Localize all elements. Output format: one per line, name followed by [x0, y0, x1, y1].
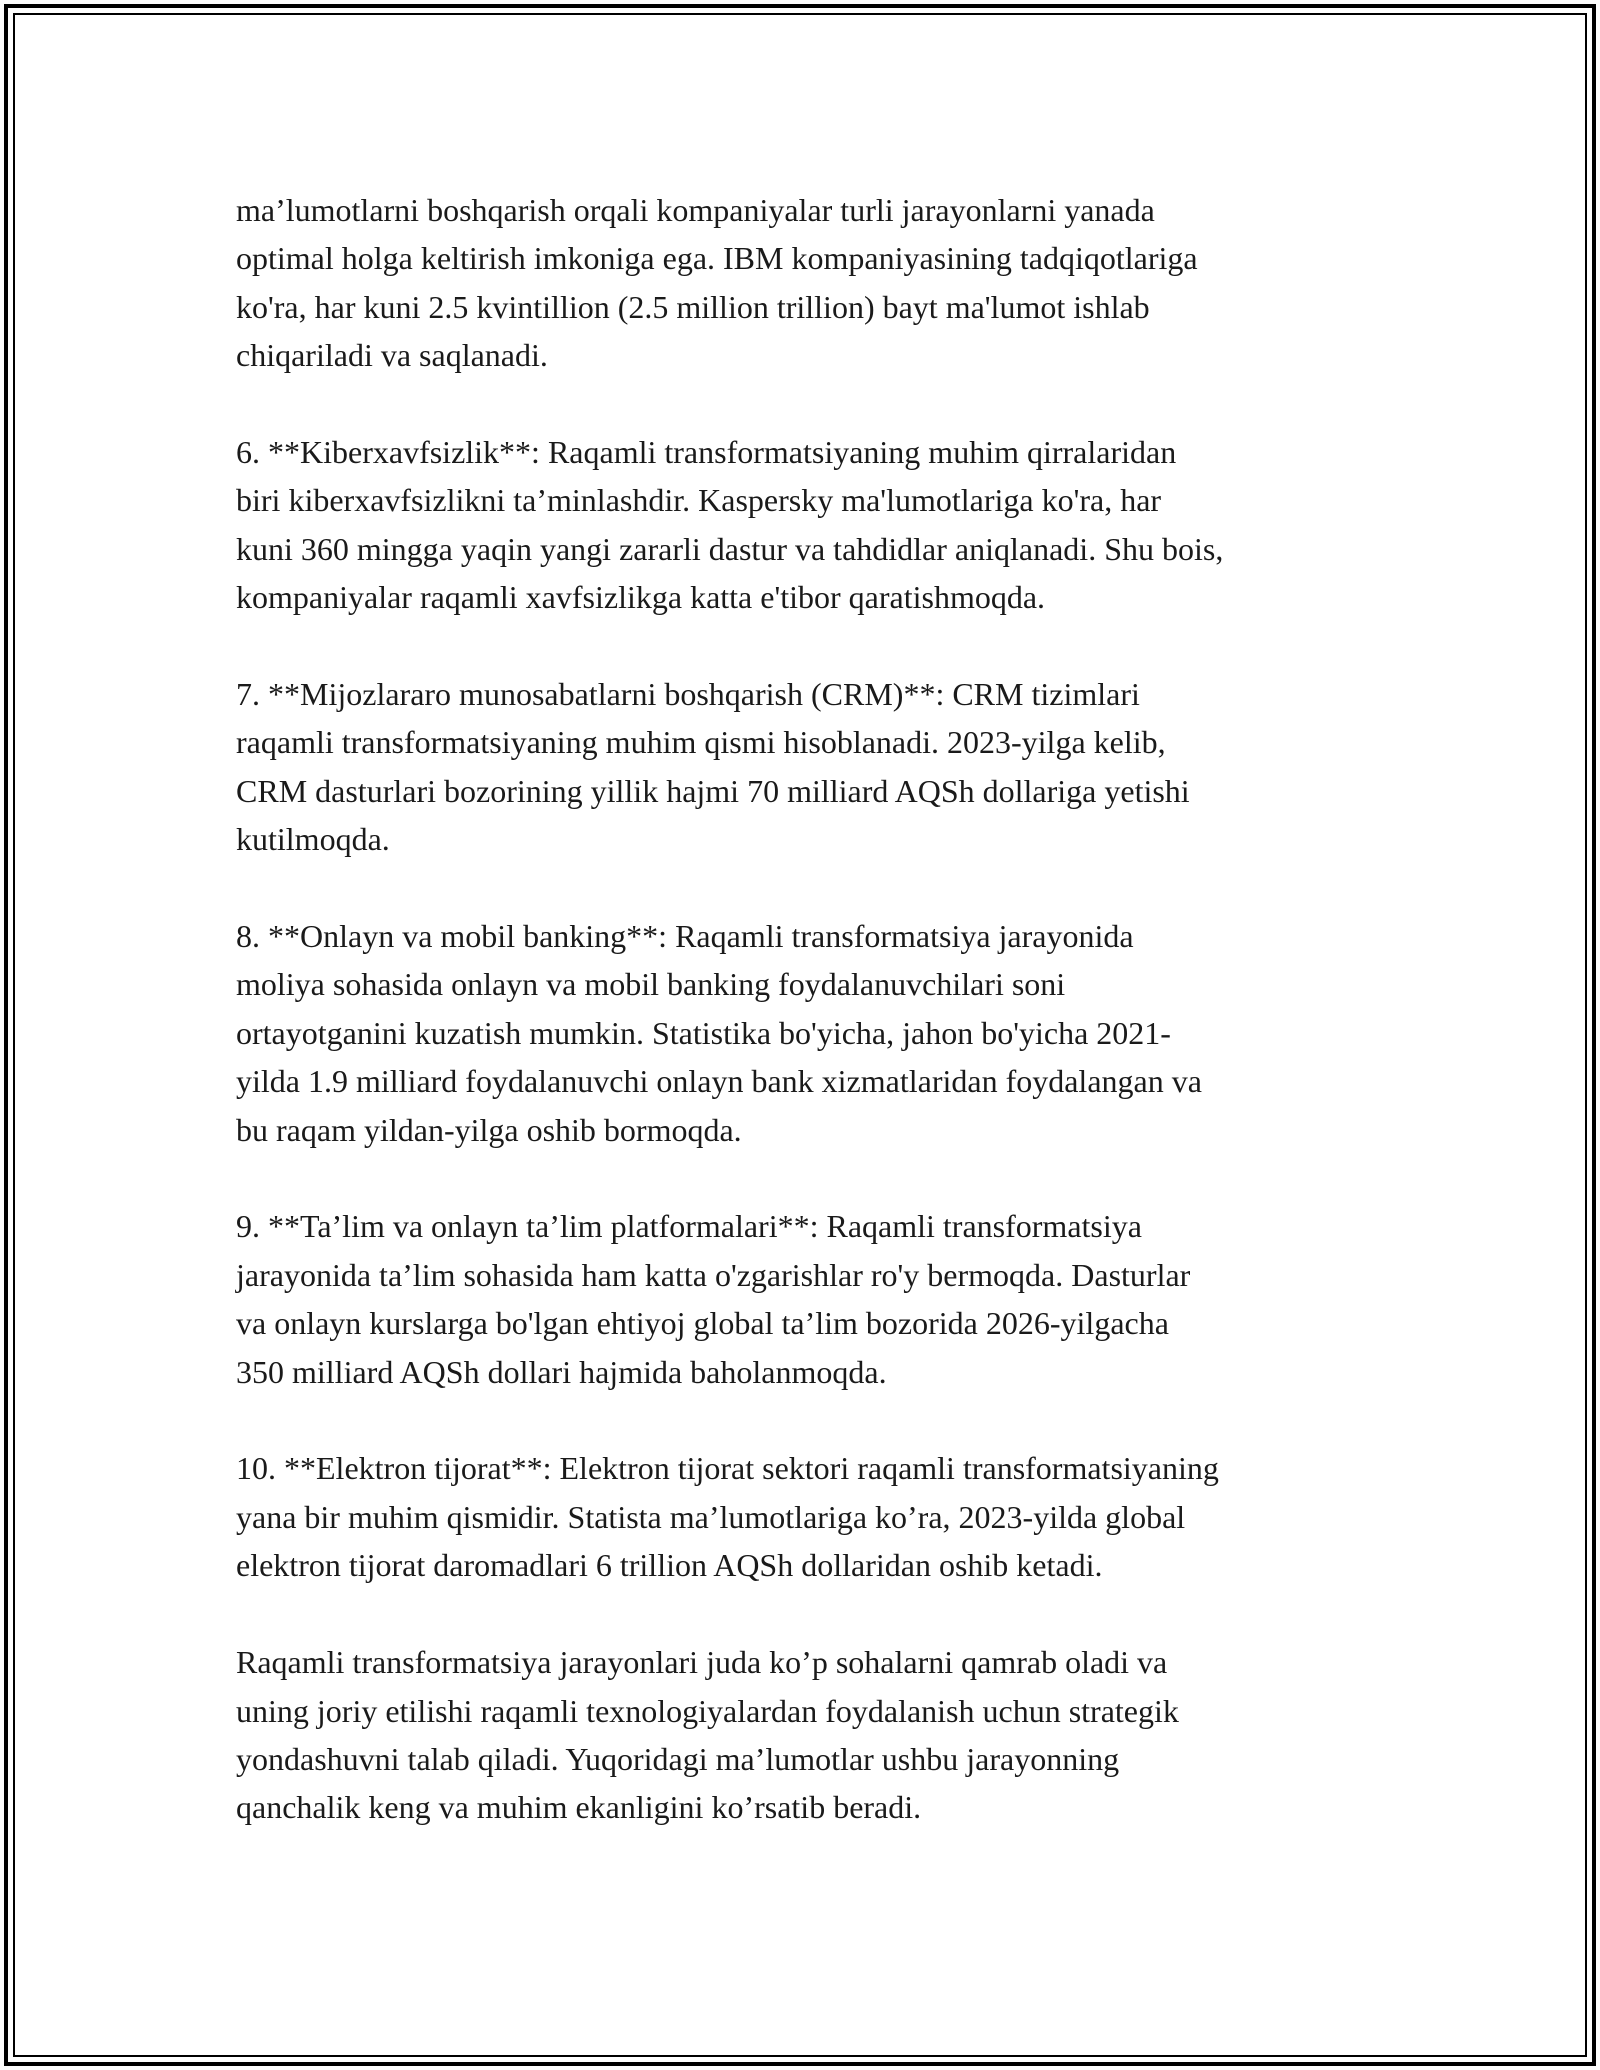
- text-line: 350 milliard AQSh dollari hajmida baholanmoqda.: [236, 1353, 887, 1390]
- text-line: 7. **Mijozlararo munosabatlarni boshqarish (CRM)**: CRM tizimlari: [236, 676, 1140, 713]
- text-line: 6. **Kiberxavfsizlik**: Raqamli transformatsiyaning muhim qirralaridan: [236, 434, 1177, 471]
- text-line: optimal holga keltirish imkoniga ega. IBM kompaniyasining tadqiqotlariga: [236, 240, 1198, 277]
- text-line: kompaniyalar raqamli xavfsizlikga katta e'tibor qaratishmoqda.: [236, 579, 1046, 616]
- text-line: va onlayn kurslarga bo'lgan ehtiyoj global ta’lim bozorida 2026-yilgacha: [236, 1305, 1169, 1342]
- paragraph-education: [236, 1202, 1396, 1396]
- paragraph-data-management: [236, 186, 1396, 380]
- text-line: kuni 360 mingga yaqin yangi zararli dastur va tahdidlar aniqlanadi. Shu bois,: [236, 530, 1224, 567]
- text-line: elektron tijorat daromadlari 6 trillion AQSh dollaridan oshib ketadi.: [236, 1547, 1103, 1584]
- text-line: biri kiberxavfsizlikni ta’minlashdir. Kaspersky ma'lumotlariga ko'ra, har: [236, 482, 1162, 519]
- paragraph-conclusion: [236, 1638, 1396, 1832]
- text-line: ko'ra, har kuni 2.5 kvintillion (2.5 million trillion) bayt ma'lumot ishlab: [236, 288, 1150, 325]
- text-line: 10. **Elektron tijorat**: Elektron tijorat sektori raqamli transformatsiyaning: [236, 1450, 1219, 1487]
- text-line: yana bir muhim qismidir. Statista ma’lumotlariga ko’ra, 2023-yilda global: [236, 1498, 1186, 1535]
- text-line: ortayotganini kuzatish mumkin. Statistika bo'yicha, jahon bo'yicha 2021-: [236, 1014, 1171, 1051]
- paragraph-crm: [236, 670, 1396, 864]
- text-line: qanchalik keng va muhim ekanligini ko’rsatib beradi.: [236, 1789, 922, 1826]
- text-line: yondashuvni talab qiladi. Yuqoridagi ma’lumotlar ushbu jarayonning: [236, 1740, 1120, 1777]
- text-line: 8. **Onlayn va mobil banking**: Raqamli transformatsiya jarayonida: [236, 918, 1134, 955]
- text-line: uning joriy etilishi raqamli texnologiyalardan foydalanish uchun strategik: [236, 1692, 1179, 1729]
- text-line: jarayonida ta’lim sohasida ham katta o'zgarishlar ro'y bermoqda. Dasturlar: [236, 1256, 1191, 1293]
- text-line: kutilmoqda.: [236, 821, 390, 858]
- text-line: ma’lumotlarni boshqarish orqali kompaniyalar turli jarayonlarni yanada: [236, 192, 1155, 228]
- text-line: 9. **Ta’lim va onlayn ta’lim platformalari**: Raqamli transformatsiya: [236, 1208, 1142, 1245]
- paragraph-banking: [236, 912, 1396, 1154]
- text-line: Raqamli transformatsiya jarayonlari juda ko’p sohalarni qamrab oladi va: [236, 1644, 1168, 1681]
- text-line: CRM dasturlari bozorining yillik hajmi 70 milliard AQSh dollariga yetishi: [236, 772, 1190, 809]
- paragraph-ecommerce: [236, 1444, 1396, 1589]
- paragraph-cybersecurity: [236, 428, 1396, 622]
- text-line: bu raqam yildan-yilga oshib bormoqda.: [236, 1111, 742, 1148]
- document-body: [236, 186, 1396, 1880]
- text-line: moliya sohasida onlayn va mobil banking foydalanuvchilari soni: [236, 966, 1066, 1003]
- text-line: raqamli transformatsiyaning muhim qismi hisoblanadi. 2023-yilga kelib,: [236, 724, 1166, 761]
- text-line: yilda 1.9 milliard foydalanuvchi onlayn bank xizmatlaridan foydalangan va: [236, 1063, 1202, 1100]
- text-line: chiqariladi va saqlanadi.: [236, 337, 548, 374]
